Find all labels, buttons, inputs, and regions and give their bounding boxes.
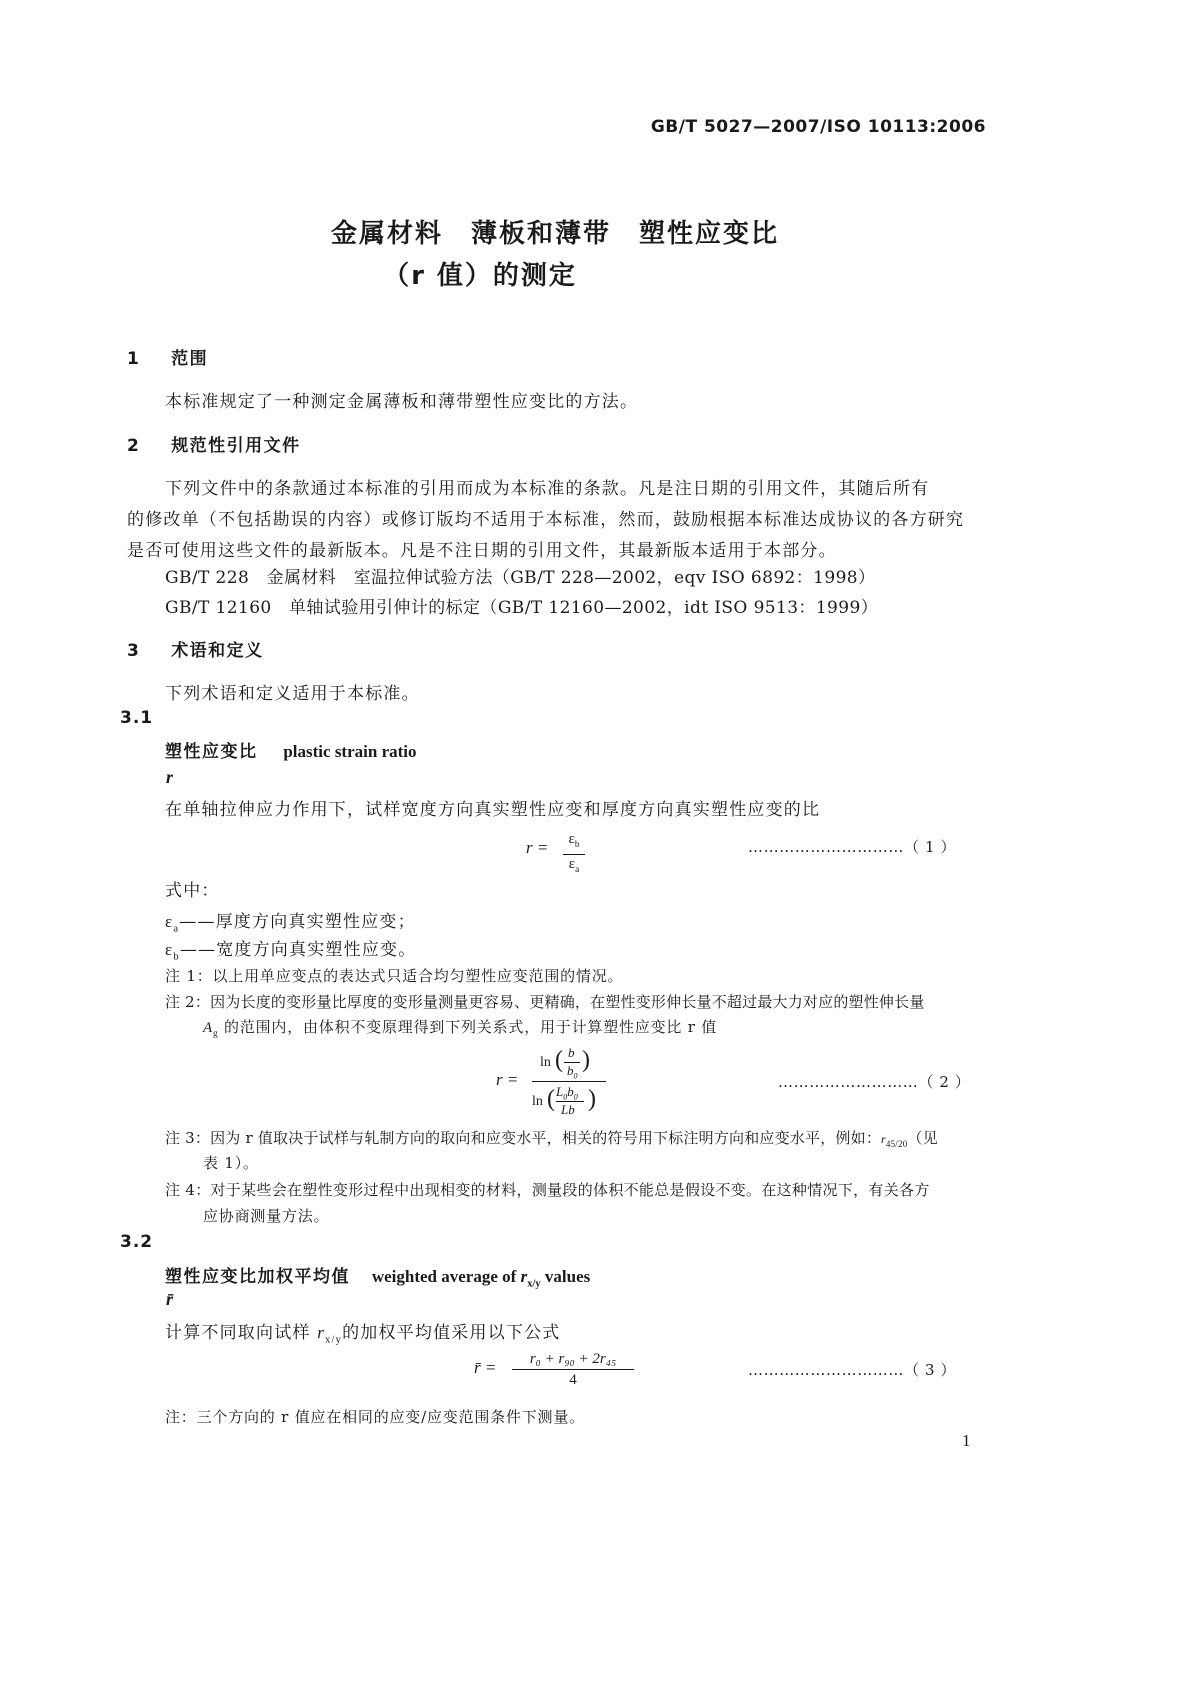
section-2-para-line3: 是否可使用这些文件的最新版本。凡是不注日期的引用文件，其最新版本适用于本部分。 [127,541,837,561]
variable-epsilon-a [165,907,416,934]
section-2-heading [127,431,301,456]
note-3-example: r [881,1132,886,1146]
var-b-desc: ——宽度方向真实塑性应变。 [179,940,417,960]
note-3-text: 注 3：因为 r 值取决于试样与轧制方向的取向和应变水平，相关的符号用下标注明方向和应变水平，例如： [165,1129,882,1147]
term-3-1-definition: 在单轴拉伸应力作用下，试样宽度方向真实塑性应变和厚度方向真实塑性应变的比 [165,800,821,820]
note-2-symbol-sub: g [212,1029,219,1039]
eq2-den-paren-open: ( [547,1086,555,1112]
note-3-line1 [165,1127,938,1149]
term-3-2-definition [165,1318,561,1345]
eq2-num-ln: ln [540,1055,551,1070]
section-2-para-line1: 下列文件中的条款通过本标准的引用而成为本标准的条款。凡是注日期的引用文件，其随后所有 [165,479,930,499]
equation-2 [496,1045,616,1120]
term-3-2-en: weighted average of $r_{x/y}$ values [371,1267,591,1290]
document-title-line1: 金属材料 薄板和薄带 塑性应变比 [330,219,779,249]
def-3-2-sym: r [317,1323,326,1342]
note-2-text: 的范围内，由体积不变原理得到下列关系式，用于计算塑性应变比 r 值 [224,1018,718,1036]
eq3-denominator: 4 [512,1369,634,1390]
term-3-1-symbol: r [166,767,174,787]
def-3-2-post: 的加权平均值采用以下公式 [342,1323,561,1343]
eq1-den-sub: a [575,865,580,875]
document-title-line2: （r 值）的测定 [383,261,577,291]
note-2-line1: 注 2：因为长度的变形量比厚度的变形量测量更容易、更精确，在塑性变形伸长量不超过最大力对应的塑性伸长量 [165,993,925,1011]
note-3-2: 注：三个方向的 r 值应在相同的应变/应变范围条件下测量。 [165,1408,585,1426]
eq2-den-ln: ln [532,1094,543,1109]
eq2-den-L0b0: $L_0b_0$ [556,1084,578,1102]
equation-1-label: （ 1 ） [904,838,957,856]
section-2-number: 2 [127,436,141,456]
eq2-num-paren-close: ) [582,1047,590,1073]
section-3-title: 术语和定义 [171,641,264,661]
eq1-den-epsilon: ε [568,856,576,872]
def-3-2-pre: 计算不同取向试样 [165,1323,318,1343]
note-3-tail: （见 [907,1129,938,1147]
page-number: 1 [962,1431,971,1450]
eq3-numerator: r₀ + r₉₀ + 2r₄₅ [529,1351,617,1367]
term-3-2-symbol: r̄ [166,1289,174,1309]
equation-2-fraction [532,1045,606,1120]
clause-3-1-number: 3.1 [120,708,154,728]
term-3-1 [165,737,417,762]
term-3-2 [165,1262,590,1289]
section-1-body: 本标准规定了一种测定金属薄板和薄带塑性应变比的方法。 [165,392,639,412]
equation-3-fraction [512,1349,634,1390]
eq1-num-epsilon: ε [568,831,575,847]
equation-3 [474,1349,644,1393]
variable-epsilon-b [165,935,416,962]
var-b-sub: b [173,951,180,963]
standard-code: GB/T 5027—2007/ISO 10113:2006 [650,117,986,137]
equation-2-leader: ………………………（ 2 ） [778,1073,971,1091]
note-3-line2: 表 1）。 [203,1154,259,1172]
var-a-symbol: ε [165,912,174,931]
section-1-number: 1 [127,349,141,369]
equation-3-lhs: r̄ = [474,1358,497,1377]
note-1: 注 1：以上用单应变点的表达式只适合均匀塑性应变范围的情况。 [165,967,624,985]
def-3-2-sub: x/y [325,1334,343,1346]
section-3-body: 下列术语和定义适用于本标准。 [165,684,420,704]
note-3-example-sub: 45/20 [885,1139,908,1149]
eq2-den-paren-close: ) [588,1086,596,1112]
note-4-line1: 注 4：对于某些会在塑性变形过程中出现相变的材料，测量段的体积不能总是假设不变。在这种情况下，有关各方 [165,1181,930,1199]
equation-1 [526,831,616,875]
equation-2-label: （ 2 ） [918,1073,971,1091]
clause-3-2-number: 3.2 [120,1232,154,1252]
reference-gbt12160: GB/T 12160 单轴试验用引伸计的标定（GB/T 12160—2002，idt ISO 9513：1999） [165,598,879,618]
eq2-num-b: b [568,1045,575,1060]
section-2-title: 规范性引用文件 [171,436,301,456]
term-3-2-cn: 塑性应变比加权平均值 [165,1267,350,1287]
equation-1-fraction [563,831,585,879]
section-2-para-line2: 的修改单（不包括勘误的内容）或修订版均不适用于本标准，然而，鼓励根据本标准达成协议的各方研究 [127,510,965,530]
section-3-heading [127,636,264,661]
section-3-number: 3 [127,641,141,661]
equation-1-leader: …………………………（ 1 ） [748,838,957,856]
eq1-num-sub: b [574,840,580,850]
where-label: 式中： [165,881,220,901]
eq2-num-paren-open: ( [555,1047,563,1073]
var-a-sub: a [173,923,180,935]
section-1-title: 范围 [171,349,209,369]
equation-3-label: （ 3 ） [904,1361,957,1379]
term-3-1-cn: 塑性应变比 [165,742,258,762]
note-4-line2: 应协商测量方法。 [203,1207,330,1225]
note-2-line2 [203,1016,717,1039]
equation-3-leader: …………………………（ 3 ） [748,1361,957,1379]
equation-1-lhs: r = [526,838,549,857]
equation-2-lhs: r = [496,1070,519,1089]
var-a-desc: ——厚度方向真实塑性应变； [179,912,416,932]
eq2-den-Lb: Lb [561,1102,575,1117]
section-1-heading [127,344,208,369]
reference-gbt228: GB/T 228 金属材料 室温拉伸试验方法（GB/T 228—2002，eqv ISO 6892：1998） [165,568,876,588]
term-3-1-en: plastic strain ratio [283,742,417,761]
note-2-symbol-Ag: A [203,1020,213,1036]
var-b-symbol: ε [165,940,174,959]
eq2-num-b0: $b_0$ [567,1063,578,1081]
